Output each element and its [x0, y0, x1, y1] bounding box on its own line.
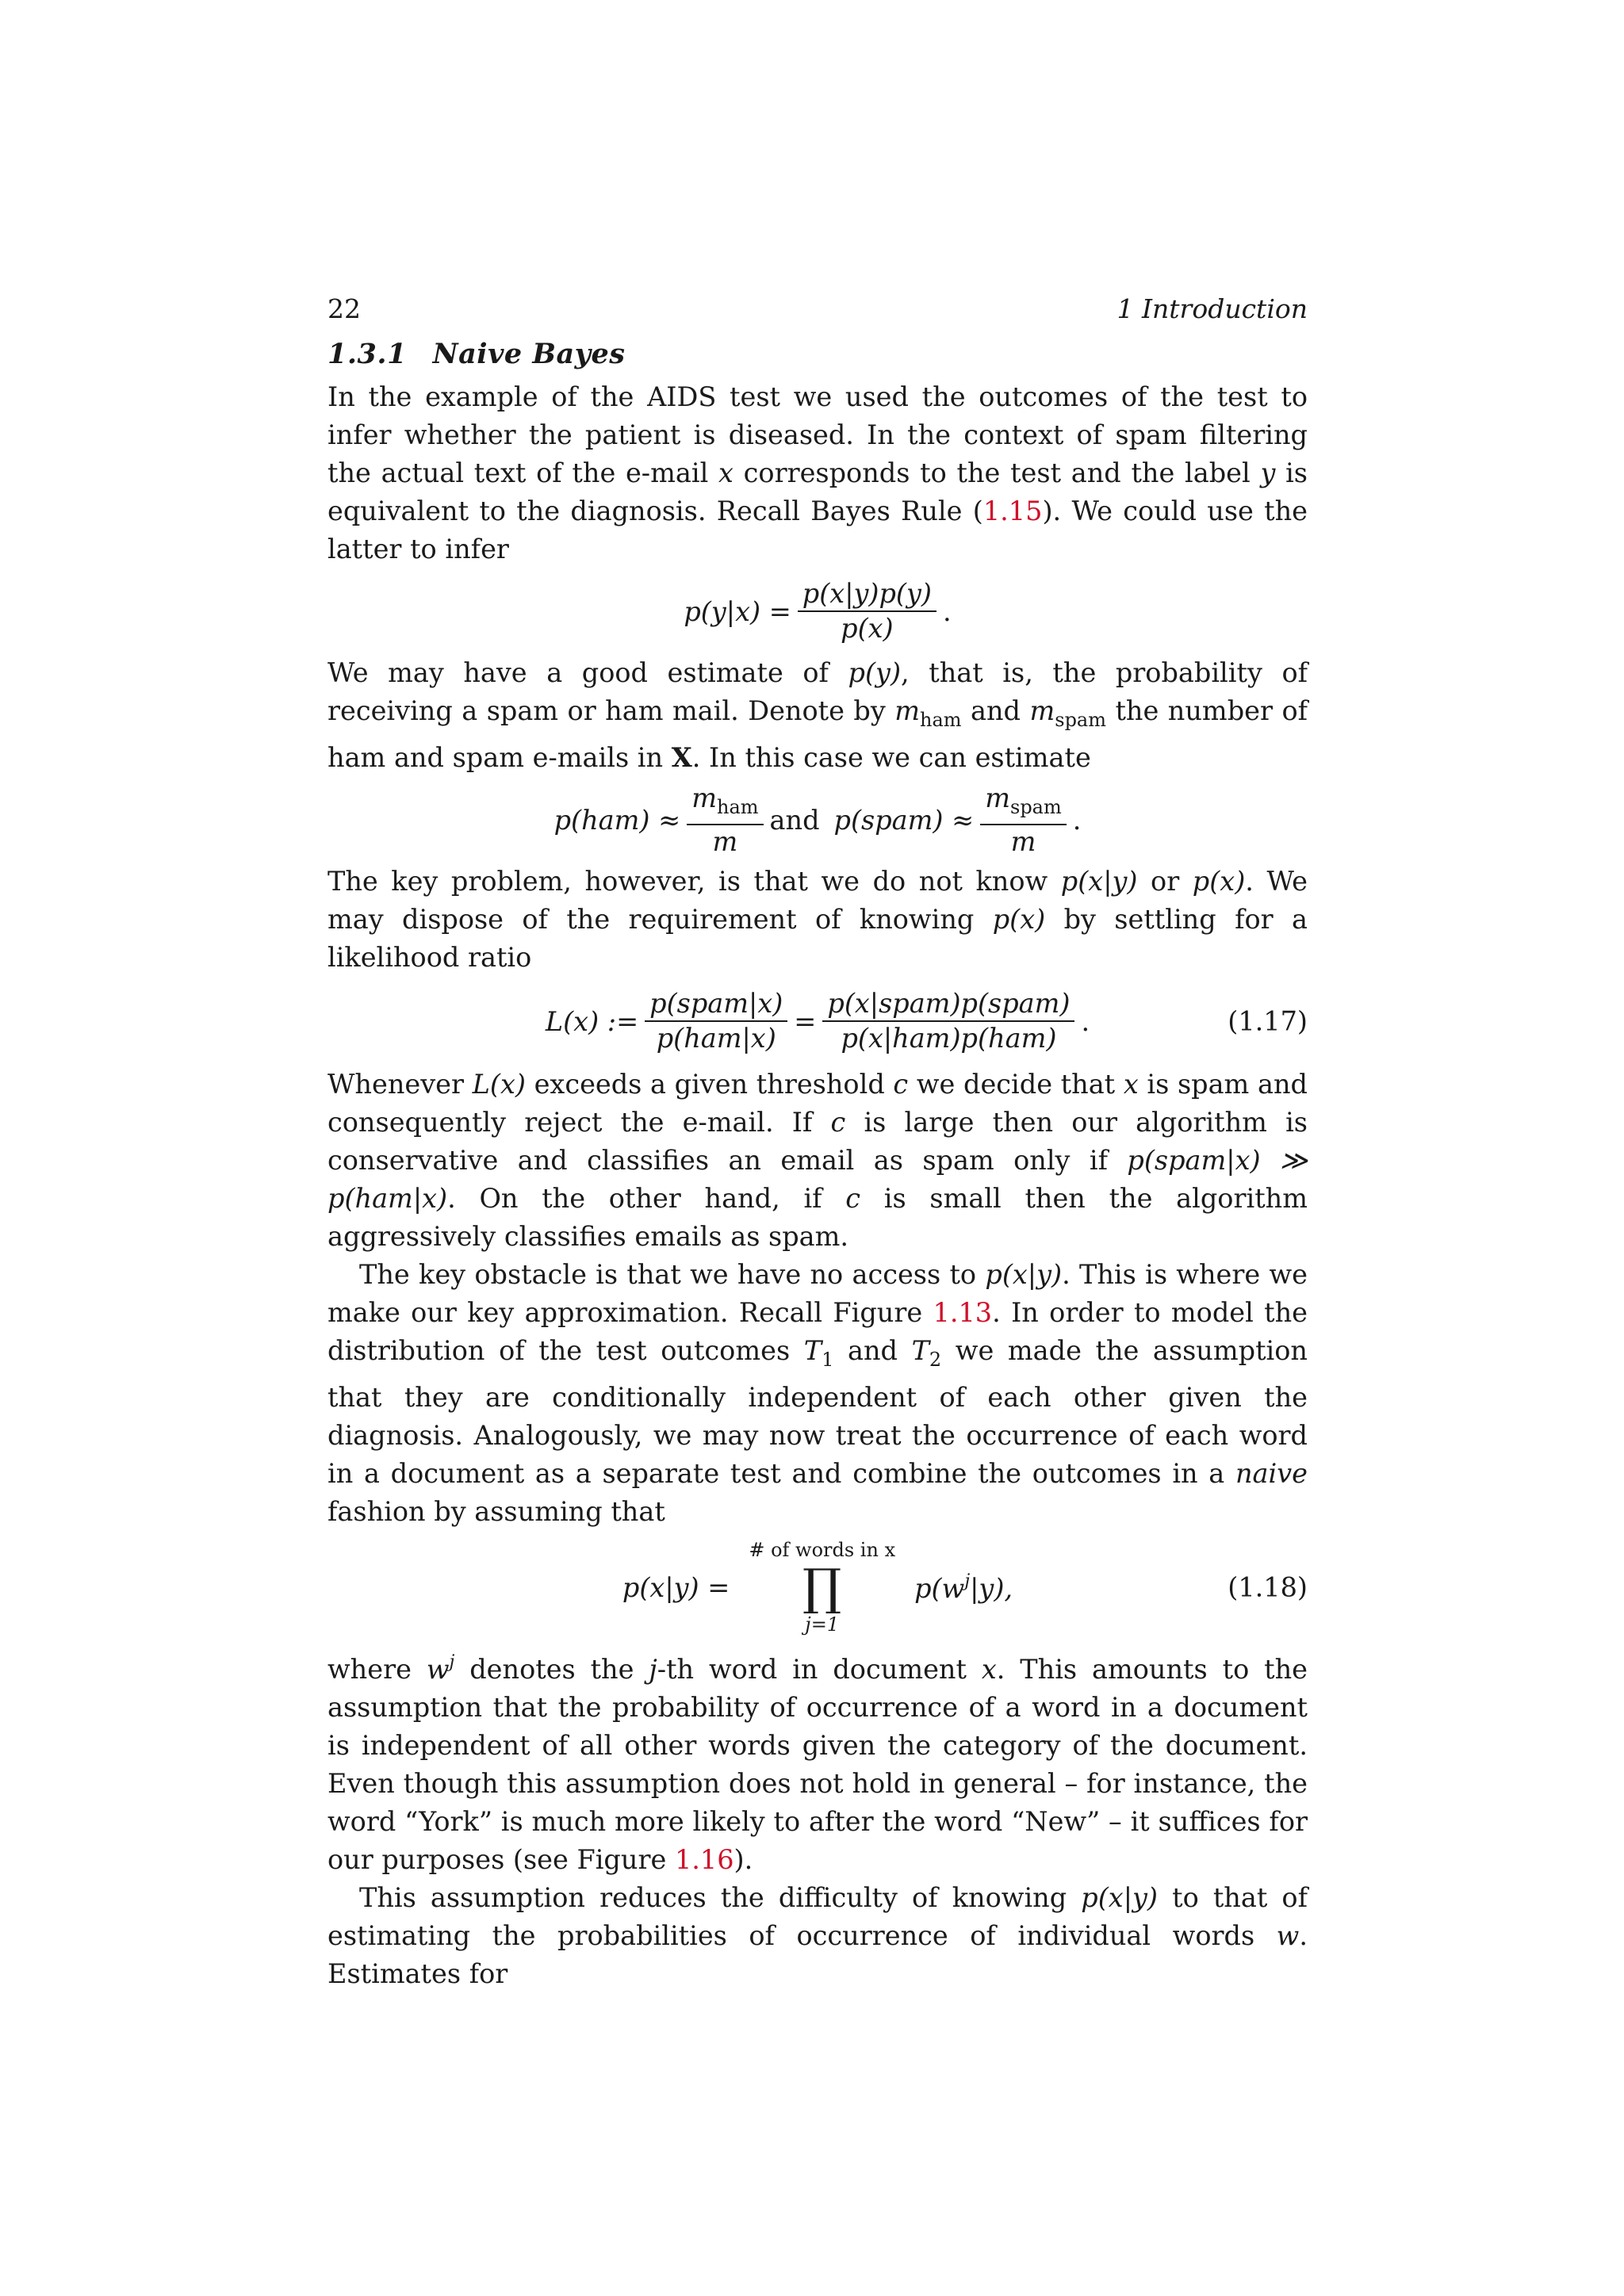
section-number: 1.3.1 [327, 338, 407, 370]
equation-number: (1.18) [1228, 1571, 1308, 1603]
paragraph-1: In the example of the AIDS test we used the outcomes of the test to infer whether the patient is diseased. In the context of spam filtering the actual text of the e-mail x corresponds to the test and the label y is equivalent to the diagnosis. Recall Bayes Rule (1.15). We could use the latter to infer [327, 381, 1308, 564]
paragraph-4: Whenever L(x) exceeds a given threshold c we decide that x is spam and consequently reject the e-mail. If c is large then our algorithm is conservative and classifies an email as spam only if p(spam|x) ≫ p(ham|x). On the other hand, if c is small then the algorithm aggressively classifies emails as spam. [327, 1069, 1308, 1252]
equation-1-18: p(x|y) = # of words in x ∏ j=1 $p(w^j|y)$, (1.18) [622, 1539, 1308, 1636]
paragraph-2: We may have a good estimate of p(y), that is, the probability of receiving a spam or ham mail. Denote by $m_{ham}$ and $m_{spam}$ the number of ham and spam e-mails in X. In this case we can estimate [327, 657, 1308, 773]
fraction: $\frac{m_{ham}}{m}$ [687, 782, 763, 859]
paragraph-3: The key problem, however, is that we do not know p(x|y) or p(x). We may dispose of the requirement of knowing p(x) by settling for a likelihood ratio [327, 866, 1308, 973]
paragraph-7: This assumption reduces the difficulty of knowing p(x|y) to that of estimating the probabilities of occurrence of individual words w. Estimates for [327, 1882, 1308, 1989]
page-header [327, 293, 1308, 331]
paragraph-5: The key obstacle is that we have no access to p(x|y). This is where we make our key approximation. Recall Figure 1.13. In order to model the distribution of the test outcomes $T_1$ and $T_2$ we made the assumption that they are conditionally independent of each other given the diagnosis. Analogously, we may now treat the occurrence of each word in a document as a separate test and combine the outcomes in a naive fashion by assuming that [327, 1259, 1308, 1527]
product-operator: # of words in x ∏ j=1 [749, 1539, 896, 1636]
page-number: 22 [327, 293, 361, 324]
figure-link[interactable]: 1.13 [933, 1297, 993, 1328]
equation-link[interactable]: 1.15 [982, 496, 1043, 526]
equation-bayes-rule: p(y|x) = $\frac{p(x|y)p(y)}{p(x)}$ . [684, 578, 952, 644]
equation-number: (1.17) [1228, 1005, 1308, 1037]
equation-prior-estimates: p(ham) ≈ $\frac{m_{ham}}{m}$ and p(spam) ≈ $\frac{m_{spam}}{m}$ . [553, 782, 1082, 857]
section-heading [327, 338, 1308, 370]
fraction: $\frac{p(x|y)p(y)}{p(x)}$ [798, 577, 936, 645]
figure-link[interactable]: 1.16 [674, 1844, 734, 1875]
page [327, 293, 1308, 1993]
equation-1-17: L(x) := $\frac{\text{p(spam|x)}}{\text{p(ham|x)}}$ = $\frac{\text{p(x|spam)p(spam)}}{\text{p(x|ham)p(ham)}}$ . (1.17) [545, 988, 1308, 1054]
running-title: 1 Introduction [1116, 293, 1308, 324]
paragraph-6: where $w^j$ denotes the j-th word in document x. This amounts to the assumption that the probability of occurrence of a word in a document is independent of all other words given the category of the document. Even though this assumption does not hold in general – for instance, the word “York” is much more likely to after the word “New” – it suffices for our purposes (see Figure 1.16). [327, 1652, 1308, 1875]
fraction: $\frac{\text{p(x|spam)p(spam)}}{\text{p(x|ham)p(ham)}}$ [822, 987, 1074, 1055]
section-title: Naive Bayes [432, 338, 626, 370]
fraction: $\frac{\text{p(spam|x)}}{\text{p(ham|x)}}$ [645, 987, 787, 1055]
fraction: $\frac{m_{spam}}{m}$ [980, 782, 1067, 859]
